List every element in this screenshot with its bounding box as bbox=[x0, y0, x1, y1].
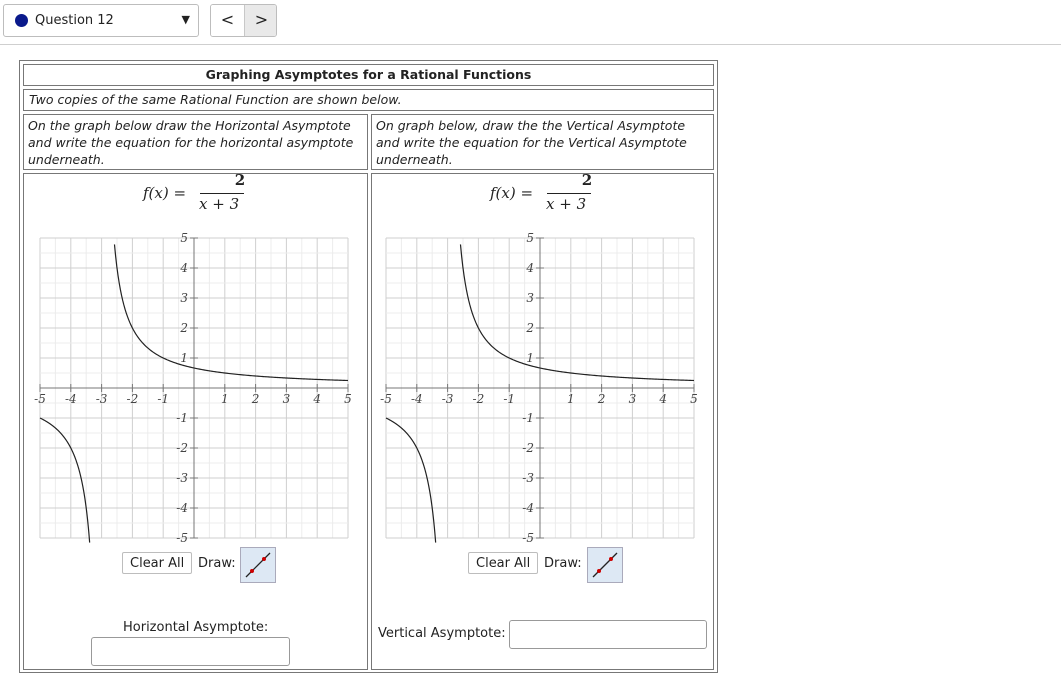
y-tick-label: 2 bbox=[180, 321, 188, 335]
curve-left-branch bbox=[40, 418, 90, 543]
clear-all-button[interactable]: Clear All bbox=[468, 552, 538, 574]
question-select[interactable] bbox=[3, 4, 199, 37]
x-tick-label: 4 bbox=[659, 392, 668, 406]
problem-table bbox=[19, 60, 718, 673]
y-tick-label: -5 bbox=[522, 531, 534, 544]
right-instruction: On graph below, draw the the Vertical Asymptote and write the equation for the Vertical Asymptote underneath. bbox=[371, 114, 714, 170]
function-numerator: 2 bbox=[581, 171, 593, 189]
chevron-down-icon: ▼ bbox=[181, 13, 190, 26]
y-tick-label: -4 bbox=[522, 501, 534, 515]
x-tick-label: 1 bbox=[566, 392, 575, 406]
y-tick-label: -2 bbox=[522, 441, 534, 455]
function-denominator: x + 3 bbox=[199, 195, 240, 213]
y-tick-label: 4 bbox=[180, 261, 188, 275]
y-tick-label: 1 bbox=[180, 351, 188, 365]
function-numerator: 2 bbox=[234, 171, 246, 189]
question-toolbar bbox=[0, 0, 1061, 45]
prev-question-button[interactable]: < bbox=[211, 5, 244, 36]
x-tick-label: 1 bbox=[220, 392, 229, 406]
y-tick-label: -1 bbox=[176, 411, 188, 425]
line-tool-icon bbox=[241, 548, 275, 582]
x-tick-label: 5 bbox=[690, 392, 698, 406]
line-tool-icon bbox=[588, 548, 622, 582]
curve-right-branch bbox=[460, 244, 694, 380]
draw-label: Draw: bbox=[198, 556, 236, 571]
x-tick-label: -3 bbox=[95, 392, 108, 406]
x-tick-label: 2 bbox=[597, 392, 606, 406]
problem-title: Graphing Asymptotes for a Rational Functions bbox=[23, 64, 714, 86]
horizontal-asymptote-label: Horizontal Asymptote: bbox=[123, 620, 269, 635]
right-graph-cell bbox=[371, 173, 714, 670]
fraction-bar bbox=[547, 193, 591, 194]
x-tick-label: -2 bbox=[126, 392, 139, 406]
y-tick-label: -3 bbox=[176, 471, 188, 485]
x-tick-label: -5 bbox=[380, 392, 392, 406]
right-graph-canvas[interactable] bbox=[380, 232, 700, 544]
x-tick-label: -4 bbox=[64, 392, 77, 406]
curve-left-branch bbox=[386, 418, 436, 543]
function-lhs: f(x) = bbox=[490, 184, 534, 202]
question-label: Question 12 bbox=[35, 13, 114, 28]
y-tick-label: 3 bbox=[526, 291, 534, 305]
question-nav bbox=[210, 4, 277, 37]
x-tick-label: -1 bbox=[503, 392, 516, 406]
left-instruction: On the graph below draw the Horizontal Asymptote and write the equation for the horizontal asymptote underneath. bbox=[23, 114, 368, 170]
x-tick-label: 3 bbox=[628, 392, 637, 406]
y-tick-label: 5 bbox=[180, 232, 188, 245]
function-lhs: f(x) = bbox=[143, 184, 187, 202]
x-tick-label: -3 bbox=[441, 392, 454, 406]
x-tick-label: 3 bbox=[282, 392, 291, 406]
left-graph-canvas[interactable] bbox=[34, 232, 354, 544]
vertical-asymptote-label: Vertical Asymptote: bbox=[378, 626, 506, 641]
y-tick-label: 2 bbox=[526, 321, 534, 335]
y-tick-label: -4 bbox=[176, 501, 188, 515]
y-tick-label: -3 bbox=[522, 471, 534, 485]
next-question-button[interactable]: > bbox=[244, 5, 277, 36]
horizontal-asymptote-input[interactable] bbox=[91, 637, 290, 666]
line-tool-button[interactable] bbox=[587, 547, 623, 583]
x-tick-label: -2 bbox=[472, 392, 485, 406]
y-tick-label: 4 bbox=[526, 261, 534, 275]
x-tick-label: -5 bbox=[34, 392, 46, 406]
y-tick-label: 1 bbox=[526, 351, 534, 365]
line-tool-button[interactable] bbox=[240, 547, 276, 583]
y-tick-label: 3 bbox=[180, 291, 188, 305]
y-tick-label: -1 bbox=[522, 411, 534, 425]
y-tick-label: -2 bbox=[176, 441, 188, 455]
x-tick-label: -4 bbox=[410, 392, 423, 406]
y-tick-label: 5 bbox=[526, 232, 534, 245]
draw-label: Draw: bbox=[544, 556, 582, 571]
function-denominator: x + 3 bbox=[546, 195, 587, 213]
left-graph-cell bbox=[23, 173, 368, 670]
y-tick-label: -5 bbox=[176, 531, 188, 544]
vertical-asymptote-input[interactable] bbox=[509, 620, 707, 649]
x-tick-label: 2 bbox=[251, 392, 260, 406]
status-dot-icon bbox=[15, 14, 28, 27]
x-tick-label: 5 bbox=[344, 392, 352, 406]
clear-all-button[interactable]: Clear All bbox=[122, 552, 192, 574]
x-tick-label: 4 bbox=[313, 392, 322, 406]
fraction-bar bbox=[200, 193, 244, 194]
problem-subtitle: Two copies of the same Rational Function are shown below. bbox=[23, 89, 714, 111]
curve-right-branch bbox=[114, 244, 348, 380]
x-tick-label: -1 bbox=[157, 392, 170, 406]
